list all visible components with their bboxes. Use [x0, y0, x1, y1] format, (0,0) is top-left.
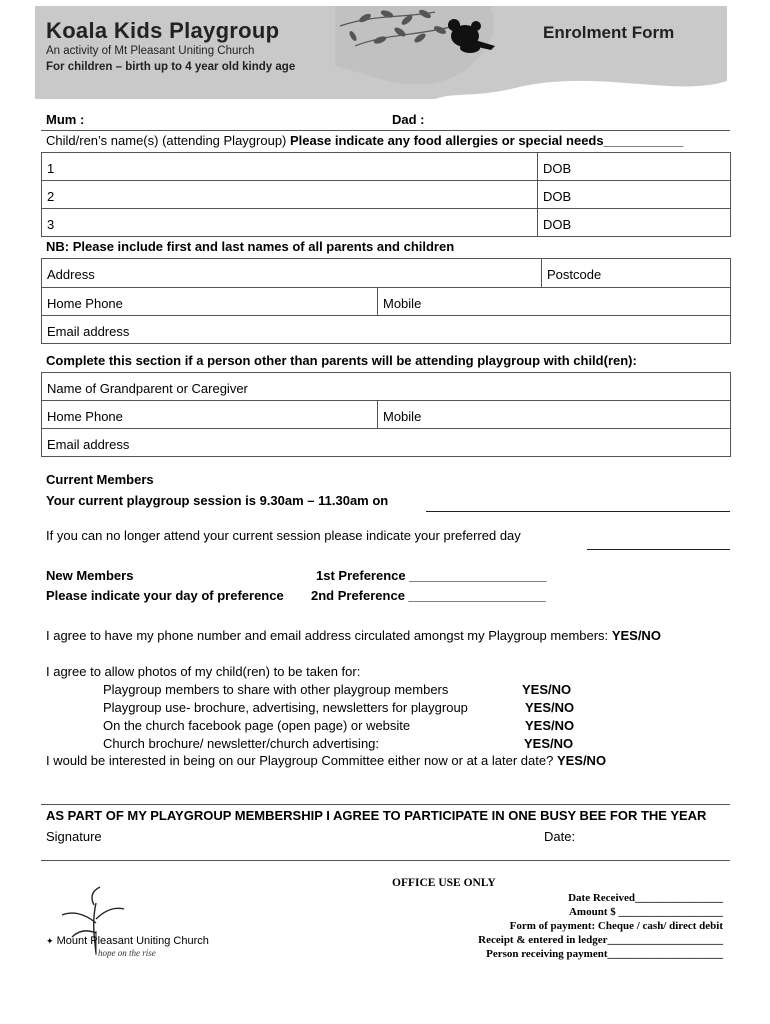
office-receipt: Receipt & entered in ledger_____________________ — [478, 934, 723, 946]
busy-bee-agreement: AS PART OF MY PLAYGROUP MEMBERSHIP I AGREE TO PARTICIPATE IN ONE BUSY BEE FOR THE YEAR — [46, 808, 707, 823]
column-divider — [377, 287, 378, 315]
child-3-dob-label: DOB — [543, 217, 572, 232]
divider — [41, 804, 730, 805]
address-label: Address — [47, 267, 95, 282]
session-day-line[interactable] — [426, 511, 730, 512]
day-preference-label: Please indicate your day of preference — [46, 588, 284, 603]
row-divider — [41, 180, 731, 181]
circulate-text: I agree to have my phone number and email address circulated amongst my Playgroup members: — [46, 628, 609, 643]
photo-item-label: Playgroup members to share with other playgroup members — [103, 682, 449, 697]
photo-item-answer[interactable]: YES/NO — [525, 700, 575, 715]
column-divider — [541, 258, 542, 287]
caregiver-email-label: Email address — [47, 437, 130, 452]
row-divider — [41, 208, 731, 209]
circulate-consent — [46, 628, 661, 643]
committee-answer[interactable]: YES/NO — [556, 753, 607, 768]
caregiver-home-phone-label: Home Phone — [47, 409, 123, 424]
office-person-receiving: Person receiving payment_____________________ — [486, 948, 723, 960]
date-label: Date: — [544, 829, 576, 844]
caregiver-mobile-label: Mobile — [383, 409, 422, 424]
form-title: Enrolment Form — [543, 23, 675, 42]
row-divider — [41, 315, 731, 316]
committee-text: I would be interested in being on our Playgroup Committee either now or at a later date? — [46, 753, 554, 768]
current-session-label: Your current playgroup session is 9.30am – 11.30am on — [46, 493, 389, 508]
children-names-label — [46, 133, 683, 148]
second-preference: 2nd Preference ___________________ — [311, 588, 546, 603]
photo-item-label: Church brochure/ newsletter/church advertising: — [103, 736, 380, 751]
circulate-answer[interactable]: YES/NO — [611, 628, 661, 643]
children-table — [41, 152, 731, 237]
playgroup-subtitle: An activity of Mt Pleasant Uniting Church — [46, 45, 255, 57]
office-amount: Amount $ ___________________ — [568, 906, 723, 918]
children-label-text: Child/ren’s name(s) (attending Playgroup) — [46, 133, 287, 148]
child-1-dob-label: DOB — [543, 161, 572, 176]
row-divider — [41, 428, 731, 429]
church-cross-icon: ✦ — [46, 936, 54, 946]
photo-item-label: Playgroup use- brochure, advertising, newsletters for playgroup — [103, 700, 468, 715]
home-phone-label: Home Phone — [47, 296, 123, 311]
email-label: Email address — [47, 324, 130, 339]
church-motto: hope on the rise — [98, 948, 156, 958]
allergy-label: Please indicate any food allergies or special needs___________ — [290, 133, 684, 148]
playgroup-title: Koala Kids Playgroup — [46, 18, 280, 43]
photo-item-answer[interactable]: YES/NO — [522, 682, 572, 697]
mum-label: Mum : — [46, 112, 85, 127]
dad-label: Dad : — [392, 112, 425, 127]
caregiver-name-label: Name of Grandparent or Caregiver — [47, 381, 248, 396]
current-members-heading: Current Members — [46, 472, 154, 487]
caregiver-intro: Complete this section if a person other than parents will be attending playgroup with child(ren): — [46, 353, 637, 368]
photo-item-label: On the church facebook page (open page) or website — [103, 718, 411, 733]
child-3-number: 3 — [47, 217, 55, 232]
church-name — [46, 935, 209, 947]
preferred-day-line[interactable] — [587, 549, 730, 550]
photos-intro: I agree to allow photos of my child(ren) to be taken for: — [46, 664, 361, 679]
church-name-text: Mount Pleasant Uniting Church — [56, 935, 209, 947]
office-date-received: Date Received________________ — [568, 892, 723, 904]
postcode-label: Postcode — [547, 267, 602, 282]
divider — [41, 130, 730, 131]
office-payment-form: Form of payment: Cheque / cash/ direct debit — [509, 920, 723, 932]
row-divider — [41, 287, 731, 288]
photo-item-answer[interactable]: YES/NO — [524, 736, 574, 751]
divider — [41, 860, 730, 861]
first-preference: 1st Preference ___________________ — [316, 568, 547, 583]
child-1-number: 1 — [47, 161, 55, 176]
column-divider — [537, 152, 538, 237]
signature-label: Signature — [46, 829, 102, 844]
child-2-dob-label: DOB — [543, 189, 572, 204]
office-use-heading: OFFICE USE ONLY — [392, 877, 496, 889]
column-divider — [377, 400, 378, 428]
mobile-label: Mobile — [383, 296, 422, 311]
new-members-heading: New Members — [46, 568, 134, 583]
photo-item-answer[interactable]: YES/NO — [525, 718, 575, 733]
nb-note: NB: Please include first and last names of all parents and children — [46, 239, 455, 254]
age-tagline: For children – birth up to 4 year old kindy age — [46, 61, 296, 73]
child-2-number: 2 — [47, 189, 55, 204]
row-divider — [41, 400, 731, 401]
committee-interest — [46, 753, 606, 768]
preferred-day-label: If you can no longer attend your current session please indicate your preferred day — [46, 528, 521, 543]
